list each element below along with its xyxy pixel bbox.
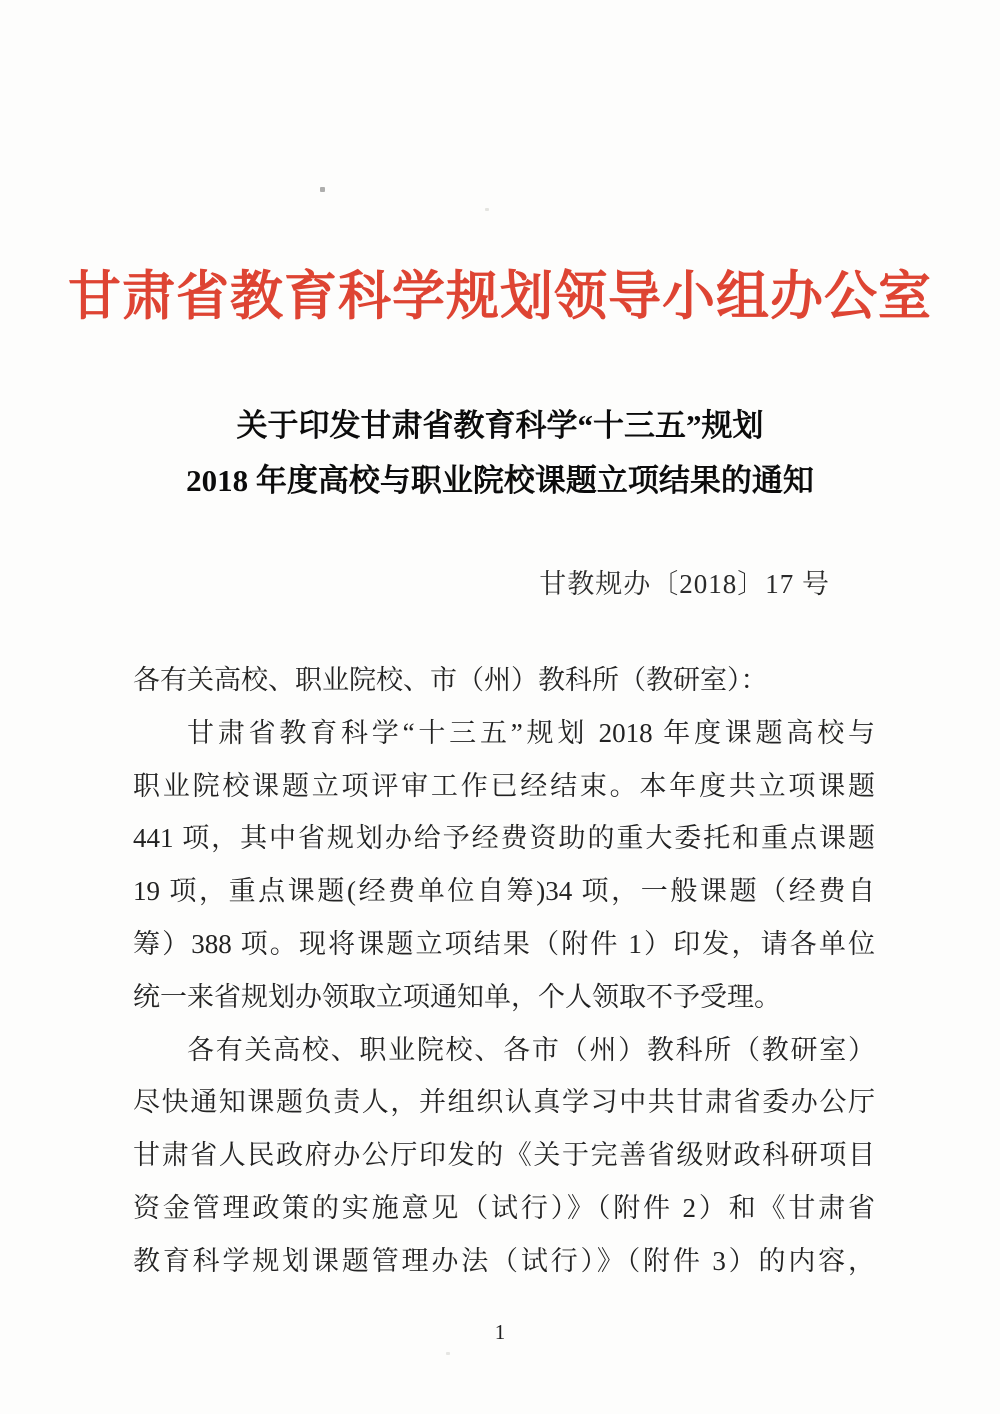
body-line: 441 项，其中省规划办给予经费资助的重大委托和重点课题 [133,823,875,854]
title-line-1: 关于印发甘肃省教育科学“十三五”规划 [236,408,764,443]
document-body [133,654,875,1288]
body-line: 甘肃省人民政府办公厅印发的《关于完善省级财政科研项目 [133,1140,875,1171]
salutation: 各有关高校、职业院校、市（州）教科所（教研室）： [133,665,768,695]
issuing-office-header: 甘肃省教育科学规划领导小组办公室 [68,268,932,326]
scan-speck [320,187,325,192]
body-line: 19 项，重点课题(经费单位自筹)34 项，一般课题（经费自 [133,876,875,907]
body-line: 教育科学规划课题管理办法（试行）》（附件 3）的内容， [133,1245,875,1276]
body-line: 尽快通知课题负责人，并组织认真学习中共甘肃省委办公厅 [133,1087,875,1118]
body-line: 甘肃省教育科学“十三五”规划 2018 年度课题高校与 [187,717,875,748]
title-line-2: 2018 年度高校与职业院校课题立项结果的通知 [186,463,814,498]
page-number: 1 [494,1320,506,1344]
body-line: 筹）388 项。现将课题立项结果（附件 1）印发，请各单位 [133,928,875,959]
scan-speck [446,1352,450,1355]
document-title [0,398,1000,508]
body-line: 职业院校课题立项评审工作已经结束。本年度共立项课题 [133,770,875,801]
body-line: 统一来省规划办领取立项通知单，个人领取不予受理。 [133,981,781,1012]
scan-speck [485,208,489,211]
document-reference-number: 甘教规办〔2018〕17 号 [539,569,830,599]
body-line: 各有关高校、职业院校、各市（州）教科所（教研室） [187,1034,875,1065]
body-line: 资金管理政策的实施意见（试行）》（附件 2）和《甘肃省 [133,1192,875,1223]
